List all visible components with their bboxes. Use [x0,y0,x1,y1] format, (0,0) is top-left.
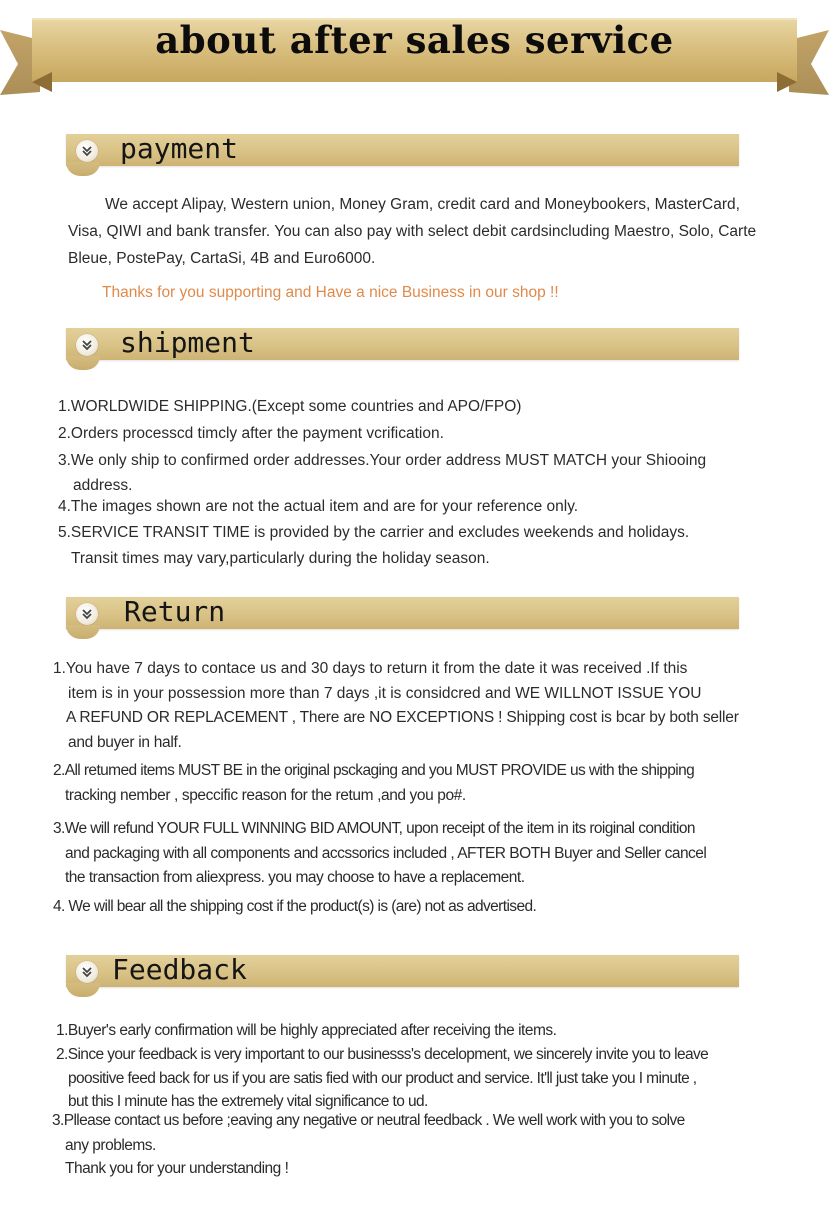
return-line: the transaction from aliexpress. you may choose to have a replacement. [65,869,525,886]
return-line: 1.You have 7 days to contace us and 30 days to return it from the date it was received .If this [53,660,688,677]
payment-line: Visa, QIWI and bank transfer. You can also pay with select debit cardsincluding Maestro, Solo, Carte [68,223,757,240]
section-header-payment [66,134,739,166]
shipment-line: 5.SERVICE TRANSIT TIME is provided by the carrier and excludes weekends and holidays. [58,524,690,541]
feedback-line: Thank you for your understanding ! [65,1160,289,1177]
return-line: 4. We will bear all the shipping cost if the product(s) is (are) not as advertised. [53,898,537,915]
feedback-line: but this I minute has the extremely vital significance to ud. [68,1093,428,1110]
header-tab [66,356,100,370]
double-chevron-down-icon [76,334,98,356]
return-line: tracking nember , speccific reason for the retum ,and you po#. [65,787,466,804]
return-line: and buyer in half. [68,734,182,751]
thanks-message: Thanks for you supporting and Have a nice Business in our shop !! [102,284,559,301]
section-header-feedback [66,955,739,987]
double-chevron-down-icon [76,140,98,162]
shipment-line: 3.We only ship to confirmed order addresses.Your order address MUST MATCH your Shiooing [58,452,707,469]
shipment-line: 4.The images shown are not the actual item and are for your reference only. [58,498,579,515]
title-banner [0,0,829,100]
header-tab [66,983,100,997]
feedback-line: any problems. [65,1137,156,1154]
feedback-line: 1.Buyer's early confirmation will be highly appreciated after receiving the items. [56,1022,557,1039]
section-title-payment: payment [120,132,239,165]
section-header-shipment [66,328,739,360]
return-line: and packaging with all components and accssorics included , AFTER BOTH Buyer and Seller cancel [65,845,707,862]
return-line: 3.We will refund YOUR FULL WINNING BID AMOUNT, upon receipt of the item in its roiginal condition [53,820,695,837]
shipment-line: 1.WORLDWIDE SHIPPING.(Except some countries and APO/FPO) [58,398,522,415]
section-header-return [66,597,739,629]
return-line: 2.All retumed items MUST BE in the original psckaging and you MUST PROVIDE us with the shipping [53,762,695,779]
section-title-return: Return [124,595,226,628]
feedback-line: 3.Pllease contact us before ;eaving any negative or neutral feedback . We well work with you to solve [52,1112,685,1129]
feedback-line: 2.Since your feedback is very important to our businesss's decelopment, we sincerely invite you to leave [56,1046,709,1063]
section-title-shipment: shipment [120,326,255,359]
return-line: item is in your possession more than 7 days ,it is considcred and WE WILLNOT ISSUE YOU [68,685,702,702]
feedback-line: poositive feed back for us if you are satis fied with our product and service. It'll just take you I minute , [68,1070,697,1087]
shipment-line: Transit times may vary,particularly during the holiday season. [71,550,490,567]
return-line: A REFUND OR REPLACEMENT , There are NO EXCEPTIONS ! Shipping cost is bcar by both seller [66,709,739,726]
payment-line: We accept Alipay, Western union, Money Gram, credit card and Moneybookers, MasterCard, [105,196,740,213]
shipment-line: address. [73,477,133,494]
shipment-line: 2.Orders processcd timcly after the payment vcrification. [58,425,444,442]
double-chevron-down-icon [76,603,98,625]
header-tab [66,162,100,176]
header-tab [66,625,100,639]
double-chevron-down-icon [76,961,98,983]
banner-title: about after sales service [155,18,674,62]
payment-line: Bleue, PostePay, CartaSi, 4B and Euro6000. [68,250,376,267]
section-title-feedback: Feedback [112,953,247,986]
